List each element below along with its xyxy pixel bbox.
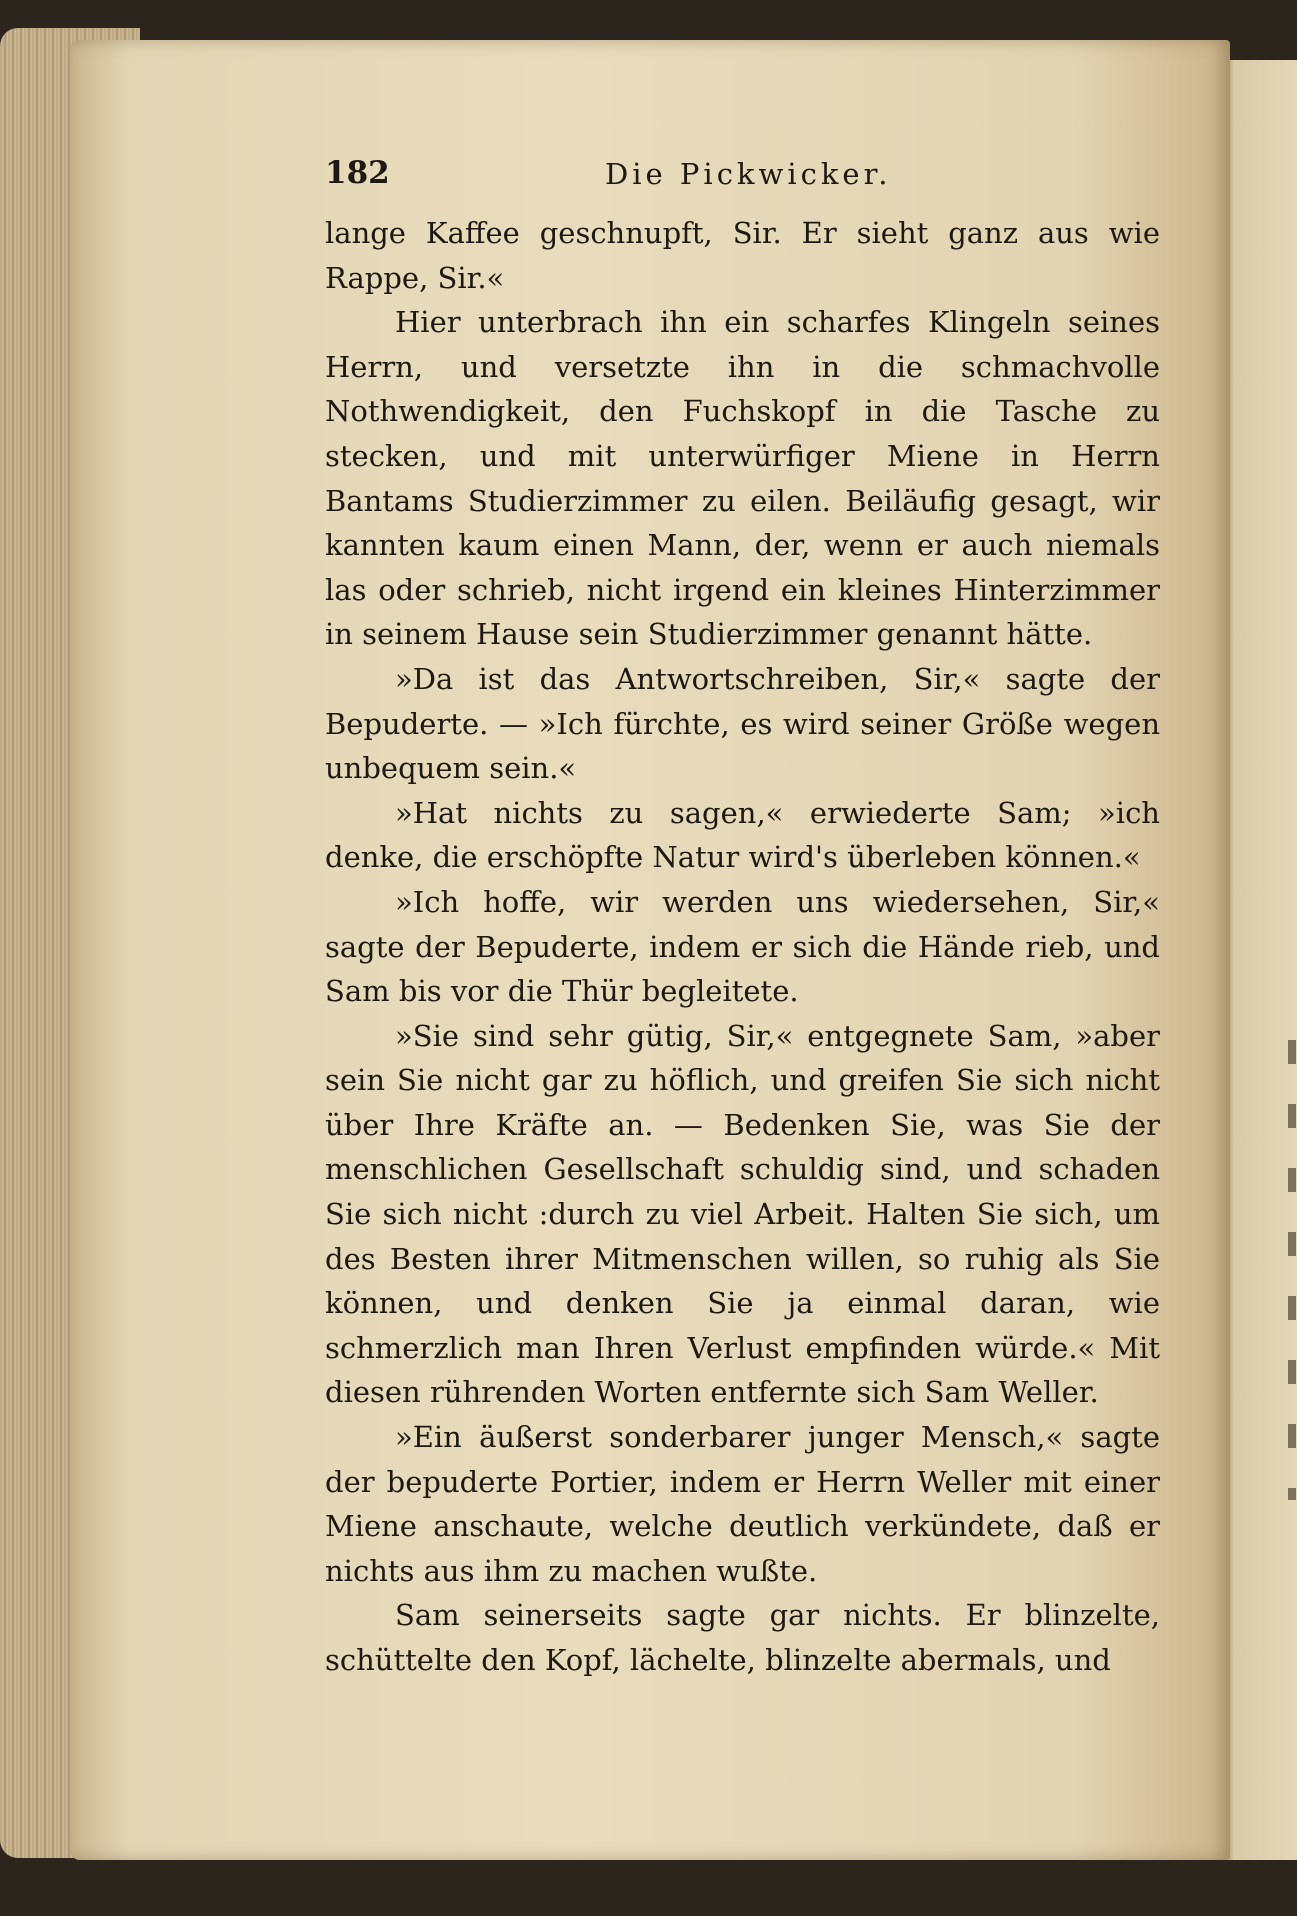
facing-page-text-fragment bbox=[1288, 1000, 1296, 1500]
facing-page-edge bbox=[1222, 60, 1297, 1860]
paragraph: »Da ist das Antwortschreiben, Sir,« sagte der Bepuderte. — »Ich fürchte, es wird seiner Größe wegen unbequem sein.« bbox=[325, 661, 1160, 786]
paragraph: »Ein äußerst sonderbarer junger Mensch,« sagte der bepuderte Portier, indem er Herrn Weller mit einer Miene anschaute, welche deutlich verkündete, daß er nichts aus ihm zu machen wußte. bbox=[325, 1420, 1160, 1588]
page-content bbox=[325, 155, 1160, 1683]
page-header bbox=[325, 155, 1160, 205]
paragraph: »Hat nichts zu sagen,« erwiederte Sam; »ich denke, die erschöpfte Natur wird's überleben können.« bbox=[325, 795, 1160, 875]
paragraph: lange Kaffee geschnupft, Sir. Er sieht ganz aus wie Rappe, Sir.« bbox=[325, 216, 1160, 295]
running-head: Die Pickwicker. bbox=[605, 157, 892, 191]
page-number: 182 bbox=[325, 155, 390, 191]
paragraph: »Ich hoffe, wir werden uns wiedersehen, Sir,« sagte der Bepuderte, indem er sich die Hände rieb, und Sam bis vor die Thür begleitete. bbox=[325, 884, 1160, 1009]
paragraph: Sam seinerseits sagte gar nichts. Er blinzelte, schüttelte den Kopf, lächelte, blinzelte abermals, und bbox=[325, 1598, 1160, 1677]
paragraph: Hier unterbrach ihn ein scharfes Klingeln seines Herrn, und versetzte ihn in die schmachvolle Nothwendigkeit, den Fuchskopf in die Tasche zu stecken, und mit unterwürfiger Miene in Herrn Bantams Studierzimmer zu eilen. Beiläufig gesagt, wir kannten kaum einen Mann, der, wenn er auch niemals las oder schrieb, nicht irgend ein kleines Hinterzimmer in seinem Hause sein Studierzimmer genannt hätte. bbox=[325, 305, 1160, 652]
paragraph: »Sie sind sehr gütig, Sir,« entgegnete Sam, »aber sein Sie nicht gar zu höflich, und greifen Sie sich nicht über Ihre Kräfte an. — Bedenken Sie, was Sie der menschlichen Gesellschaft schuldig sind, und schaden Sie sich nicht :durch zu viel Arbeit. Halten Sie sich, um des Besten ihrer Mitmenschen willen, so ruhig als Sie können, und denken Sie ja einmal daran, wie schmerzlich man Ihren Verlust empfinden würde.« Mit diesen rührenden Worten entfernte sich Sam Weller. bbox=[325, 1018, 1160, 1410]
